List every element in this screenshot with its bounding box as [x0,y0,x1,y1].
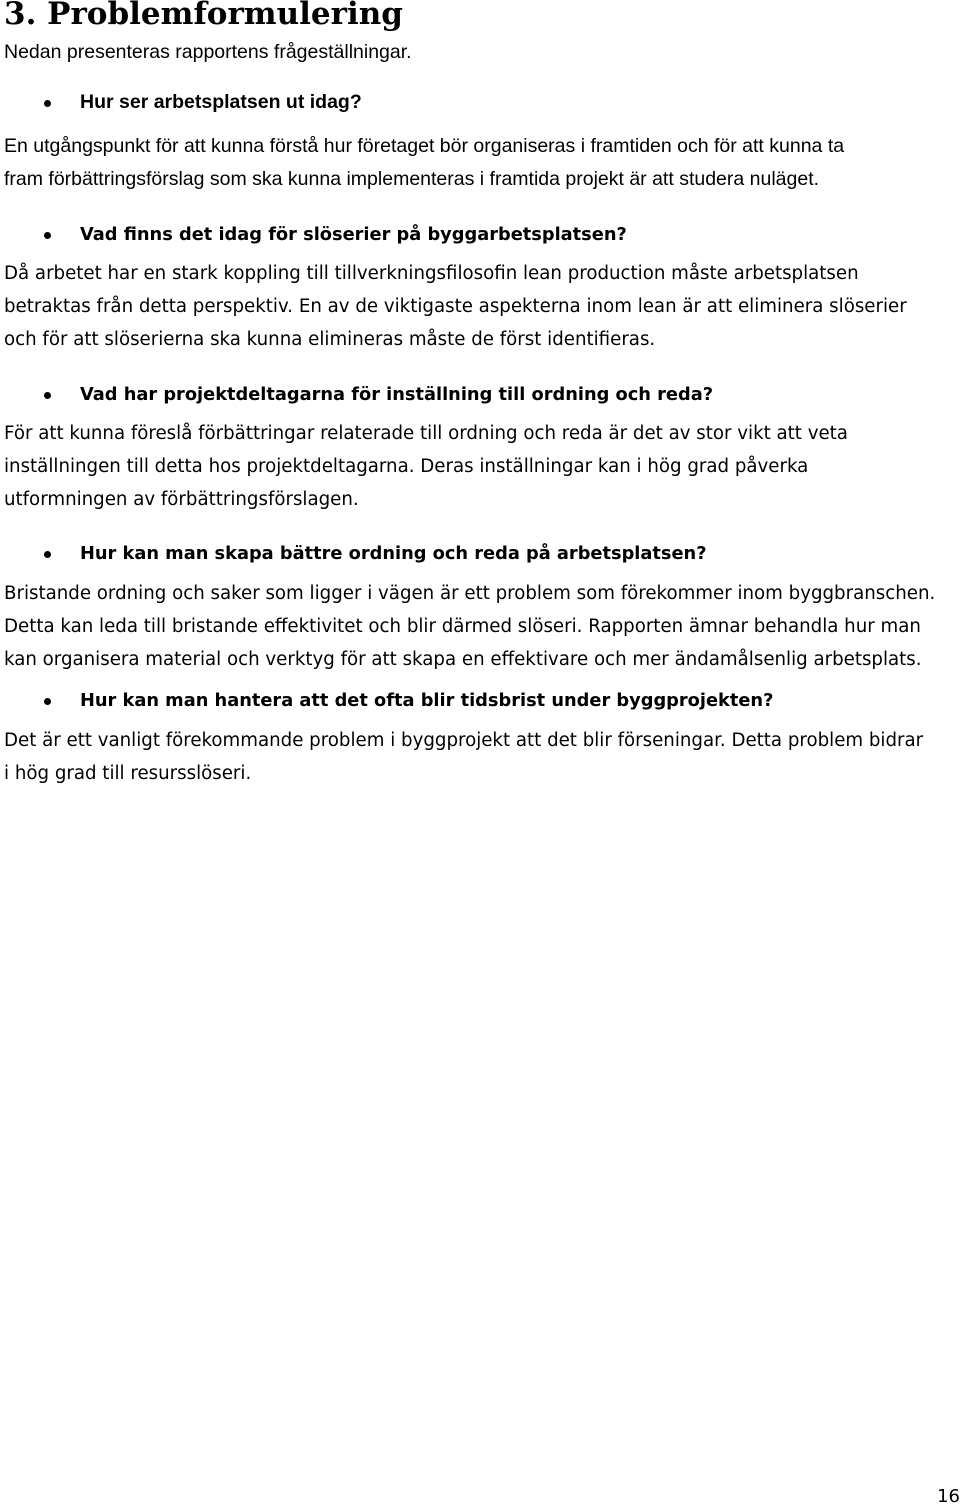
paragraph-line: och för att slöserierna ska kunna elimineras måste de först identifieras. [4,329,656,350]
paragraph [4,417,848,516]
intro-text: Nedan presenteras rapportens frågeställningar. [4,41,412,63]
paragraph-line: Då arbetet har en stark koppling till tillverkningsfilosofin lean production måste arbetsplatsen [4,263,859,284]
bullet-question: Hur kan man hantera att det ofta blir tidsbrist under byggprojekten? [80,684,773,717]
paragraph-line: För att kunna föreslå förbättringar relaterade till ordning och reda är det av stor vikt att veta [4,423,848,444]
bullet-question: Vad finns det idag för slöserier på byggarbetsplatsen? [80,218,627,251]
bullet-question: Hur ser arbetsplatsen ut idag? [80,86,362,119]
section-heading: 3. Problemformulering [4,0,403,32]
paragraph [4,724,923,790]
paragraph [4,577,935,676]
paragraph-line: En utgångspunkt för att kunna förstå hur företaget bör organiseras i framtiden och för att kunna ta [4,135,845,157]
paragraph-line: kan organisera material och verktyg för att skapa en effektivare och mer ändamålsenlig arbetsplats. [4,649,922,670]
paragraph-line: betraktas från detta perspektiv. En av de viktigaste aspekterna inom lean är att eliminera slöserier [4,296,907,317]
paragraph-line: i hög grad till resursslöseri. [4,763,252,784]
paragraph-line: Bristande ordning och saker som ligger i vägen är ett problem som förekommer inom byggbranschen. [4,583,936,604]
page-number: 16 [937,1486,960,1507]
bullet-question: Hur kan man skapa bättre ordning och reda på arbetsplatsen? [80,537,707,570]
paragraph [4,130,844,196]
paragraph-line: Detta kan leda till bristande effektivitet och blir därmed slöseri. Rapporten ämnar behandla hur man [4,616,921,637]
paragraph [4,257,907,356]
paragraph-line: fram förbättringsförslag som ska kunna implementeras i framtida projekt är att studera nuläget. [4,168,820,190]
paragraph-line: inställningen till detta hos projektdeltagarna. Deras inställningar kan i hög grad påverka [4,456,809,477]
bullet-question: Vad har projektdeltagarna för inställning till ordning och reda? [80,378,713,411]
paragraph-line: utformningen av förbättringsförslagen. [4,489,359,510]
paragraph-line: Det är ett vanligt förekommande problem i byggprojekt att det blir förseningar. Detta problem bidrar [4,730,924,751]
